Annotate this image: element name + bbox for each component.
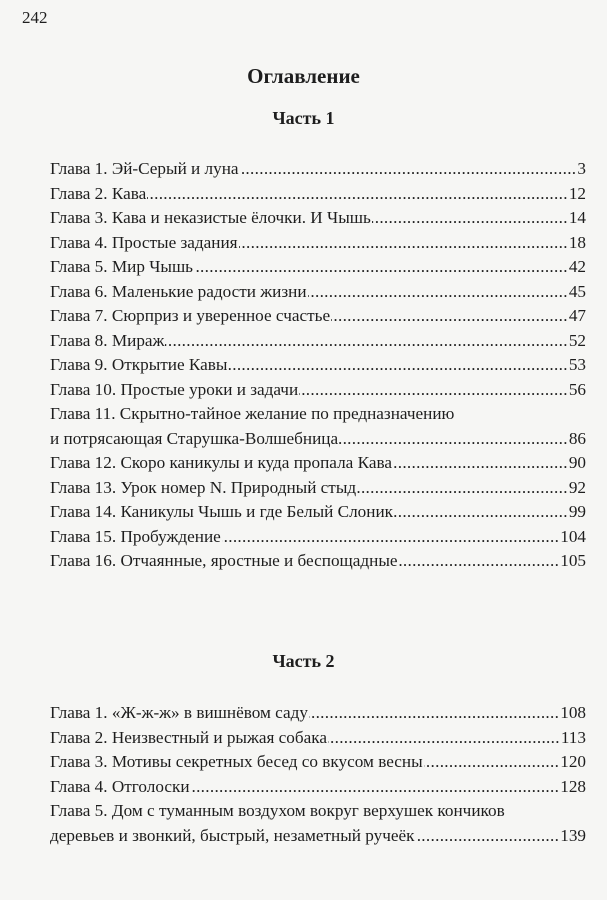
toc-entry-title: Глава 14. Каникулы Чышь и где Белый Слоник xyxy=(50,502,394,521)
part-1-heading: Часть 1 xyxy=(272,108,335,128)
toc-entry-title: Глава 7. Сюрприз и уверенное счастье xyxy=(50,306,331,325)
toc-entry-page: 56 xyxy=(568,379,586,399)
page-title: Оглавление xyxy=(247,64,360,88)
toc-entry xyxy=(50,451,586,476)
toc-entry-title: Глава 4. Простые задания xyxy=(50,232,238,252)
toc-entry xyxy=(50,750,586,775)
toc-entry-title: Глава 11. Скрытно-тайное желание по предназначению xyxy=(50,404,455,423)
toc-entry-page: 105 xyxy=(560,551,586,570)
toc-entry xyxy=(50,799,586,848)
dot-leader xyxy=(416,824,560,849)
toc-entry-title: Глава 3. Кава и неказистые ёлочки. И Чышь xyxy=(50,208,371,227)
dot-leader xyxy=(308,280,568,305)
dot-leader xyxy=(309,701,559,726)
toc-entry xyxy=(50,255,586,280)
toc-entry xyxy=(50,353,586,378)
toc-entry xyxy=(50,206,586,231)
toc-entry-page: 113 xyxy=(560,727,586,747)
toc-entry-title: Глава 6. Маленькие радости жизни xyxy=(50,281,307,301)
toc-entry-page: 12 xyxy=(568,183,586,203)
toc-entry-title: Глава 12. Скоро каникулы и куда пропала Кава xyxy=(50,453,392,472)
toc-entry-page: 104 xyxy=(560,526,586,546)
toc-entry-page: 120 xyxy=(560,752,586,771)
dot-leader xyxy=(228,353,567,378)
part-2-heading: Часть 2 xyxy=(272,651,335,671)
toc-entry-page: 53 xyxy=(568,355,586,374)
toc-entry-title: Глава 1. «Ж-ж-ж» в вишнёвом саду xyxy=(50,703,308,722)
toc-entry xyxy=(50,525,586,550)
toc-entry-title: Глава 1. Эй-Серый и луна xyxy=(50,159,239,178)
toc-entry-page: 14 xyxy=(568,208,586,227)
dot-leader xyxy=(239,231,568,256)
toc-entry xyxy=(50,726,586,751)
toc-entry xyxy=(50,476,586,501)
toc-entry-page: 99 xyxy=(568,502,586,521)
toc-part-1 xyxy=(50,157,586,574)
toc-entry xyxy=(50,378,586,403)
dot-leader xyxy=(394,500,568,525)
toc-entry-title: Глава 2. Неизвестный и рыжая собака xyxy=(50,727,327,747)
toc-entry-page: 3 xyxy=(577,159,586,178)
dot-leader xyxy=(328,726,560,751)
toc-entry-page: 42 xyxy=(568,257,586,276)
dot-leader xyxy=(372,206,568,231)
toc-entry-page: 18 xyxy=(568,232,586,252)
toc-entry-title: Глава 2. Кава xyxy=(50,183,147,203)
dot-leader xyxy=(240,157,577,182)
dot-leader xyxy=(222,525,559,550)
dot-leader xyxy=(194,255,568,280)
toc-entry-page: 45 xyxy=(568,281,586,301)
toc-entry-page: 90 xyxy=(568,453,586,472)
toc-entry-title: деревьев и звонкий, быстрый, незаметный ручеёк xyxy=(50,825,415,845)
page-number: 242 xyxy=(22,8,48,27)
toc-entry-title: Глава 5. Мир Чышь xyxy=(50,257,194,276)
toc-entry-title: Глава 3. Мотивы секретных бесед со вкусом весны xyxy=(50,752,423,771)
toc-entry-title: Глава 15. Пробуждение xyxy=(50,526,221,546)
dot-leader xyxy=(331,304,568,329)
dot-leader xyxy=(147,182,568,207)
toc-entry-title: Глава 16. Отчаянные, яростные и беспощадные xyxy=(50,551,398,570)
dot-leader xyxy=(393,451,568,476)
toc-entry-title: Глава 4. Отголоски xyxy=(50,776,190,796)
toc-entry-title: Глава 13. Урок номер N. Природный стыд xyxy=(50,477,357,497)
toc-entry-title: и потрясающая Старушка-Волшебница xyxy=(50,428,339,448)
dot-leader xyxy=(165,329,567,354)
toc-entry-title: Глава 8. Мираж xyxy=(50,330,165,350)
toc-entry-page: 92 xyxy=(568,477,586,497)
toc-entry-page: 52 xyxy=(568,330,586,350)
dot-leader xyxy=(191,775,560,800)
toc-entry xyxy=(50,549,586,574)
toc-entry-title: Глава 10. Простые уроки и задачи xyxy=(50,379,299,399)
toc-entry xyxy=(50,500,586,525)
toc-entry xyxy=(50,701,586,726)
toc-entry-title: Глава 5. Дом с туманным воздухом вокруг верхушек кончиков xyxy=(50,801,505,820)
toc-part-2 xyxy=(50,701,586,848)
toc-entry xyxy=(50,231,586,256)
toc-entry xyxy=(50,304,586,329)
dot-leader xyxy=(339,427,568,452)
dot-leader xyxy=(299,378,568,403)
toc-entry xyxy=(50,402,586,451)
toc-entry-page: 128 xyxy=(560,776,586,796)
toc-entry-title: Глава 9. Открытие Кавы xyxy=(50,355,228,374)
dot-leader xyxy=(399,549,560,574)
toc-entry-page: 86 xyxy=(568,428,586,448)
toc-entry-page: 108 xyxy=(560,703,586,722)
toc-entry xyxy=(50,182,586,207)
toc-entry-page: 139 xyxy=(560,825,586,845)
toc-entry-page: 47 xyxy=(568,306,586,325)
toc-entry xyxy=(50,775,586,800)
toc-entry xyxy=(50,157,586,182)
toc-entry xyxy=(50,329,586,354)
dot-leader xyxy=(357,476,568,501)
toc-entry xyxy=(50,280,586,305)
dot-leader xyxy=(424,750,560,775)
